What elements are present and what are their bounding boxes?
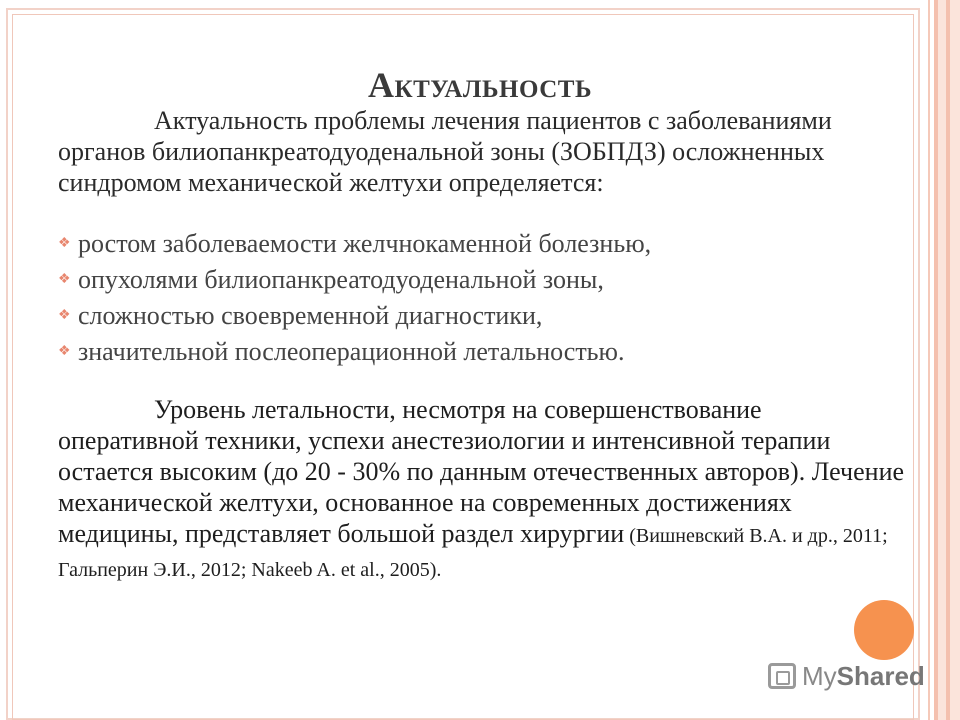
mortality-text: Уровень летальности, несмотря на совершенствование оперативной техники, успехи анестезиологии и интенсивной терапии остается высоким (до 20 - 30% по данным отечественных авторов). Лечение механической желтухи, основанное на современных достижениях медицины, представляет большой раздел хирургии [58, 395, 905, 548]
diamond-bullet-icon: ❖ [58, 308, 71, 324]
bullet-item [58, 226, 651, 262]
mortality-paragraph [58, 394, 908, 586]
bullet-item [58, 334, 651, 370]
citation: (Вишневский В.А. и др., 2011; Гальперин Э.И., 2012; Nakeeb A. et al., 2005). [58, 525, 888, 581]
diamond-bullet-icon: ❖ [58, 236, 71, 252]
decorative-side-bars [924, 0, 960, 720]
myshared-watermark [768, 656, 925, 696]
diamond-bullet-icon: ❖ [58, 344, 71, 360]
bullet-text: опухолями билиопанкреатодуоденальной зоны, [78, 265, 604, 294]
bullet-item [58, 298, 651, 334]
diamond-bullet-icon: ❖ [58, 272, 71, 288]
intro-paragraph: Актуальность проблемы лечения пациентов с заболеваниями органов билиопанкреатодуоденальной зоны (ЗОБПДЗ) осложненных синдромом механической желтухи определяется: [58, 106, 832, 197]
myshared-logo-icon [768, 663, 796, 689]
bullet-list [58, 226, 651, 370]
bullet-text: ростом заболеваемости желчнокаменной болезнью, [78, 229, 652, 258]
decorative-circle [854, 600, 914, 660]
bullet-text: значительной послеоперационной летальностью. [78, 337, 625, 366]
bullet-text: сложностью своевременной диагностики, [78, 301, 543, 330]
bullet-item [58, 262, 651, 298]
slide-title: Актуальность [367, 65, 593, 105]
watermark-text: MyShared [802, 660, 925, 691]
